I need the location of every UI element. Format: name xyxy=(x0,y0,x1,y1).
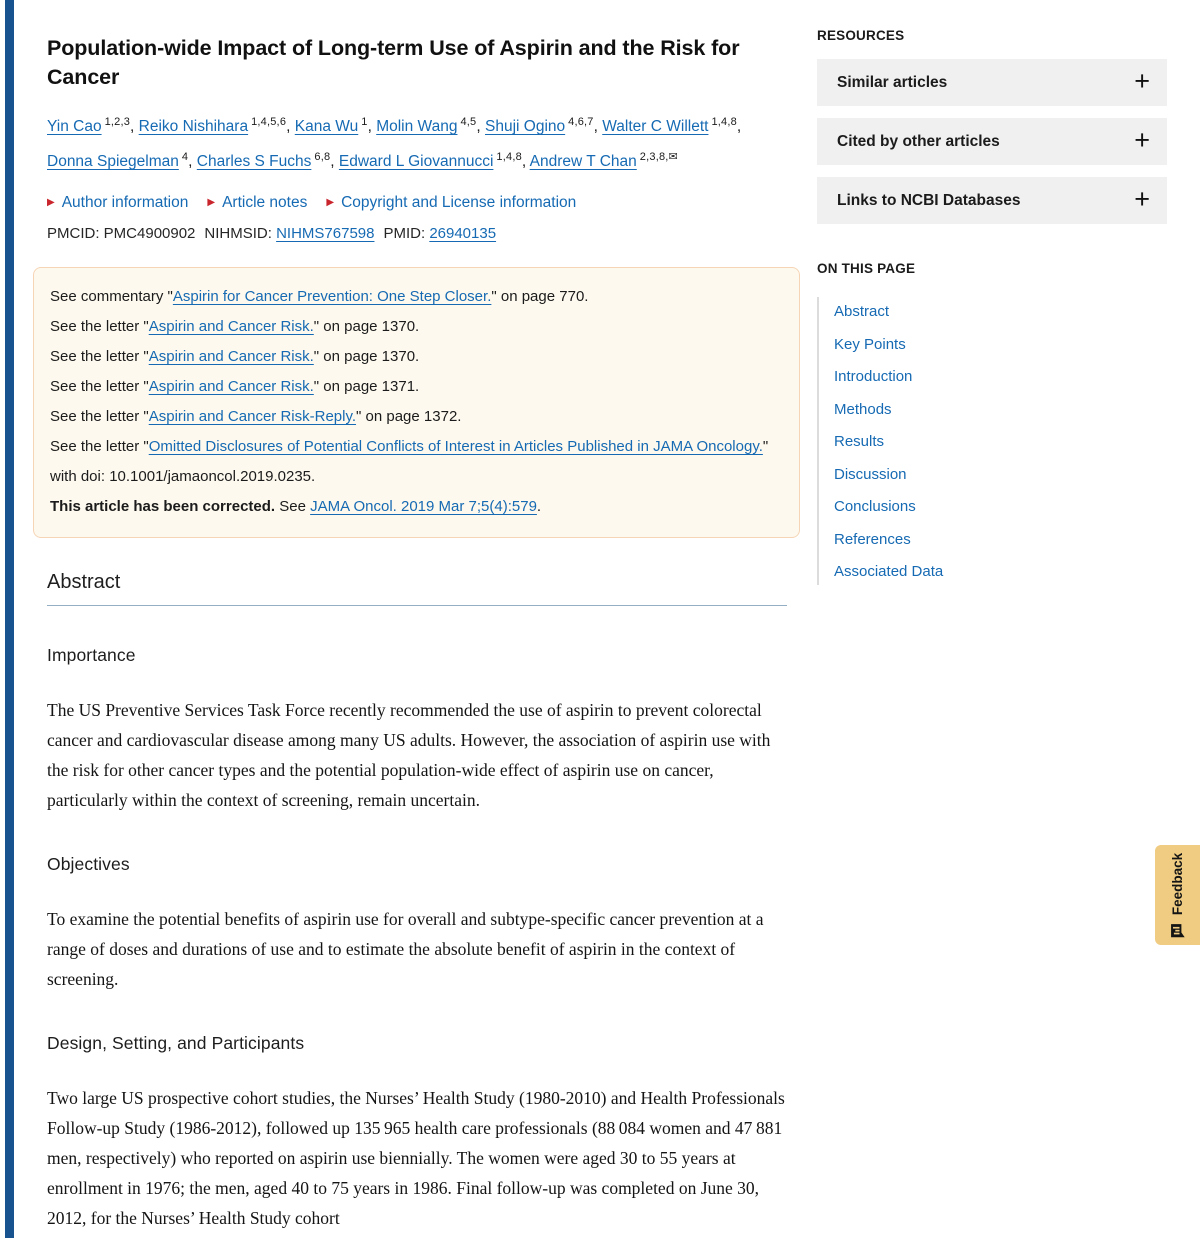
article-main xyxy=(47,28,803,1233)
notice-link[interactable]: Aspirin and Cancer Risk. xyxy=(148,378,314,396)
author-affiliation-sup: 2,3,8,✉ xyxy=(639,151,678,164)
resources-panel-label: Similar articles xyxy=(837,73,948,91)
on-this-page-link-conclusions[interactable]: Conclusions xyxy=(834,498,916,515)
on-this-page-item xyxy=(834,430,1167,454)
on-this-page-link-references[interactable]: References xyxy=(834,530,911,548)
meta-link-label: Copyright and License information xyxy=(341,194,577,212)
resources-panel-similar-articles[interactable] xyxy=(817,59,1167,106)
notice-line: See the letter "Aspirin and Cancer Risk." on page 1370. xyxy=(50,348,420,366)
abstract-body xyxy=(47,645,803,1233)
article-title: Population-wide Impact of Long-term Use of Aspirin and the Risk for Cancer xyxy=(47,36,740,89)
author-link[interactable]: Yin Cao xyxy=(47,118,102,136)
on-this-page-nav xyxy=(817,297,1167,585)
abstract-subheading: Objectives xyxy=(47,854,130,875)
author-affiliation-sup: 4,6,7 xyxy=(568,116,594,128)
on-this-page-link-discussion[interactable]: Discussion xyxy=(834,465,907,483)
id-value-link[interactable]: 26940135 xyxy=(429,225,497,243)
expander-triangle-icon: ▶ xyxy=(207,197,216,209)
abstract-paragraph: To examine the potential benefits of aspirin use for overall and subtype-specific cancer prevention at a range of doses and durations of use and to estimate the absolute benefit of aspirin in the context of screening. xyxy=(47,909,764,990)
expander-triangle-icon: ▶ xyxy=(47,197,55,209)
feedback-label: Feedback xyxy=(1170,852,1185,915)
id-label: PMID: xyxy=(383,225,430,243)
resources-panel-label: Links to NCBI Databases xyxy=(837,191,1021,209)
abstract-paragraph: The US Preventive Services Task Force recently recommended the use of aspirin to prevent colorectal cancer and cardiovascular disease among many US adults. However, the association of aspirin use with the risk for other cancer types and the potential population-wide effect of aspirin use on cancer, particularly within the context of screening, remain uncertain. xyxy=(47,700,771,811)
correction-notice-box xyxy=(33,267,800,538)
id-group xyxy=(383,225,496,242)
on-this-page-item xyxy=(834,333,1167,357)
author-link[interactable]: Andrew T Chan xyxy=(529,153,637,171)
notice-line: See the letter "Aspirin and Cancer Risk." on page 1371. xyxy=(50,378,420,396)
on-this-page-link-methods[interactable]: Methods xyxy=(834,400,892,418)
on-this-page-item xyxy=(834,560,1167,584)
feedback-form-icon xyxy=(1170,923,1185,938)
author-affiliation-sup: 1,4,5,6 xyxy=(251,116,287,128)
on-this-page-link-results[interactable]: Results xyxy=(834,433,885,450)
author-link[interactable]: Molin Wang xyxy=(376,118,458,136)
author-link[interactable]: Donna Spiegelman xyxy=(47,153,179,171)
left-accent-bar xyxy=(5,0,14,1238)
notice-line: See the letter "Aspirin and Cancer Risk." on page 1370. xyxy=(50,318,420,336)
author-affiliation-sup: 1,4,8 xyxy=(711,116,737,128)
on-this-page-item xyxy=(834,398,1167,422)
expand-plus-icon: + xyxy=(1134,184,1150,214)
notice-link[interactable]: Aspirin and Cancer Risk. xyxy=(148,348,314,366)
sidebar xyxy=(817,28,1167,585)
meta-link-article-notes[interactable] xyxy=(207,194,307,212)
author-link[interactable]: Walter C Willett xyxy=(602,118,709,136)
resources-heading: RESOURCES xyxy=(817,28,905,43)
author-link[interactable]: Shuji Ogino xyxy=(485,118,566,136)
author-affiliation-sup: 1,2,3 xyxy=(104,116,131,128)
meta-link-label: Article notes xyxy=(222,194,308,212)
notice-line: See the letter "Aspirin and Cancer Risk-Reply." on page 1372. xyxy=(50,408,462,426)
notice-bold-text: This article has been corrected. xyxy=(50,498,276,516)
author-affiliation-sup: 1 xyxy=(361,116,368,128)
notice-link[interactable]: JAMA Oncol. 2019 Mar 7;5(4):579 xyxy=(310,498,537,516)
abstract-paragraph: Two large US prospective cohort studies, the Nurses’ Health Study (1980-2010) and Health Professionals Follow-up Study (1986-2012), followed up 135 965 health care professionals (88 084 women and 47 881 men, respectively) who reported on aspirin use biennially. The women were aged 30 to 55 years at enrollment in 1976; the men, aged 40 to 75 years in 1986. Final follow-up was completed on June 30, 2012, for the Nurses’ Health Study cohort xyxy=(47,1088,785,1229)
expand-plus-icon: + xyxy=(1134,125,1150,155)
on-this-page-item xyxy=(834,300,1167,324)
resources-panel-label: Cited by other articles xyxy=(837,132,1000,150)
article-meta-links xyxy=(47,194,803,212)
author-affiliation-sup: 4,5 xyxy=(460,116,477,128)
meta-link-copyright-and-license-information[interactable] xyxy=(326,194,576,212)
abstract-subheading: Design, Setting, and Participants xyxy=(47,1033,305,1054)
id-value-link[interactable]: NIHMS767598 xyxy=(276,225,375,243)
on-this-page-link-associated-data[interactable]: Associated Data xyxy=(834,563,944,580)
author-affiliation-sup: 6,8 xyxy=(314,151,331,164)
article-ids xyxy=(47,225,803,242)
notice-link[interactable]: Omitted Disclosures of Potential Conflicts of Interest in Articles Published in JAMA Oncology. xyxy=(148,438,763,456)
author-link[interactable]: Reiko Nishihara xyxy=(138,118,249,136)
notice-line: See commentary "Aspirin for Cancer Prevention: One Step Closer." on page 770. xyxy=(50,288,589,306)
abstract-section xyxy=(47,571,803,1233)
abstract-subheading: Importance xyxy=(47,645,136,666)
on-this-page-link-introduction[interactable]: Introduction xyxy=(834,368,913,385)
id-group xyxy=(47,225,195,242)
author-link[interactable]: Edward L Giovannucci xyxy=(338,153,494,171)
notice-link[interactable]: Aspirin and Cancer Risk-Reply. xyxy=(148,408,357,426)
notice-line: See the letter "Omitted Disclosures of Potential Conflicts of Interest in Articles Published in JAMA Oncology." with doi: 10.1001/jamaoncol.2019.0235. xyxy=(50,438,769,486)
on-this-page-link-abstract[interactable]: Abstract xyxy=(834,303,890,320)
on-this-page-item xyxy=(834,495,1167,519)
abstract-heading: Abstract xyxy=(47,571,787,606)
expand-plus-icon: + xyxy=(1134,66,1150,96)
on-this-page-item xyxy=(834,463,1167,487)
resources-panel-cited-by-other-articles[interactable] xyxy=(817,118,1167,165)
on-this-page-item xyxy=(834,365,1167,389)
expander-triangle-icon: ▶ xyxy=(326,197,335,209)
meta-link-label: Author information xyxy=(61,194,189,212)
on-this-page-link-key-points[interactable]: Key Points xyxy=(834,335,906,353)
corresponding-author-envelope-icon: ✉ xyxy=(668,151,678,164)
notice-line: This article has been corrected. See JAMA Oncol. 2019 Mar 7;5(4):579. xyxy=(50,498,542,516)
notice-link[interactable]: Aspirin and Cancer Risk. xyxy=(148,318,314,336)
notice-link[interactable]: Aspirin for Cancer Prevention: One Step Closer. xyxy=(172,288,492,306)
id-label: NIHMSID: xyxy=(204,225,277,243)
on-this-page-heading: ON THIS PAGE xyxy=(817,261,916,276)
on-this-page-item xyxy=(834,528,1167,552)
id-label: PMCID: xyxy=(47,225,104,243)
meta-link-author-information[interactable] xyxy=(47,194,188,212)
author-list: Yin Cao $^{1,2,3}$, Reiko Nishihara $^{1,4,5,6}$, Kana Wu $^1$, Molin Wang $^{4,5}$, Shuji Ogino $^{4,6,7}$, Walter C Willett $^{1,4,8}$, Donna Spiegelman $^4$, Charles S Fuchs $^{6,8}$, Edward L Giovannucci $^{1,4,8}$, Andrew T Chan $^{2,3,8,✉}$ xyxy=(47,116,742,171)
resources-panel-links-to-ncbi-databases[interactable] xyxy=(817,177,1167,224)
author-link[interactable]: Kana Wu xyxy=(294,118,359,136)
id-value: PMC4900902 xyxy=(103,225,196,243)
author-link[interactable]: Charles S Fuchs xyxy=(196,153,312,171)
id-group xyxy=(204,225,374,242)
resources-panels xyxy=(817,59,1167,224)
author-affiliation-sup: 4 xyxy=(181,151,189,164)
feedback-button[interactable] xyxy=(1155,845,1200,945)
author-affiliation-sup: 1,4,8 xyxy=(496,151,522,164)
